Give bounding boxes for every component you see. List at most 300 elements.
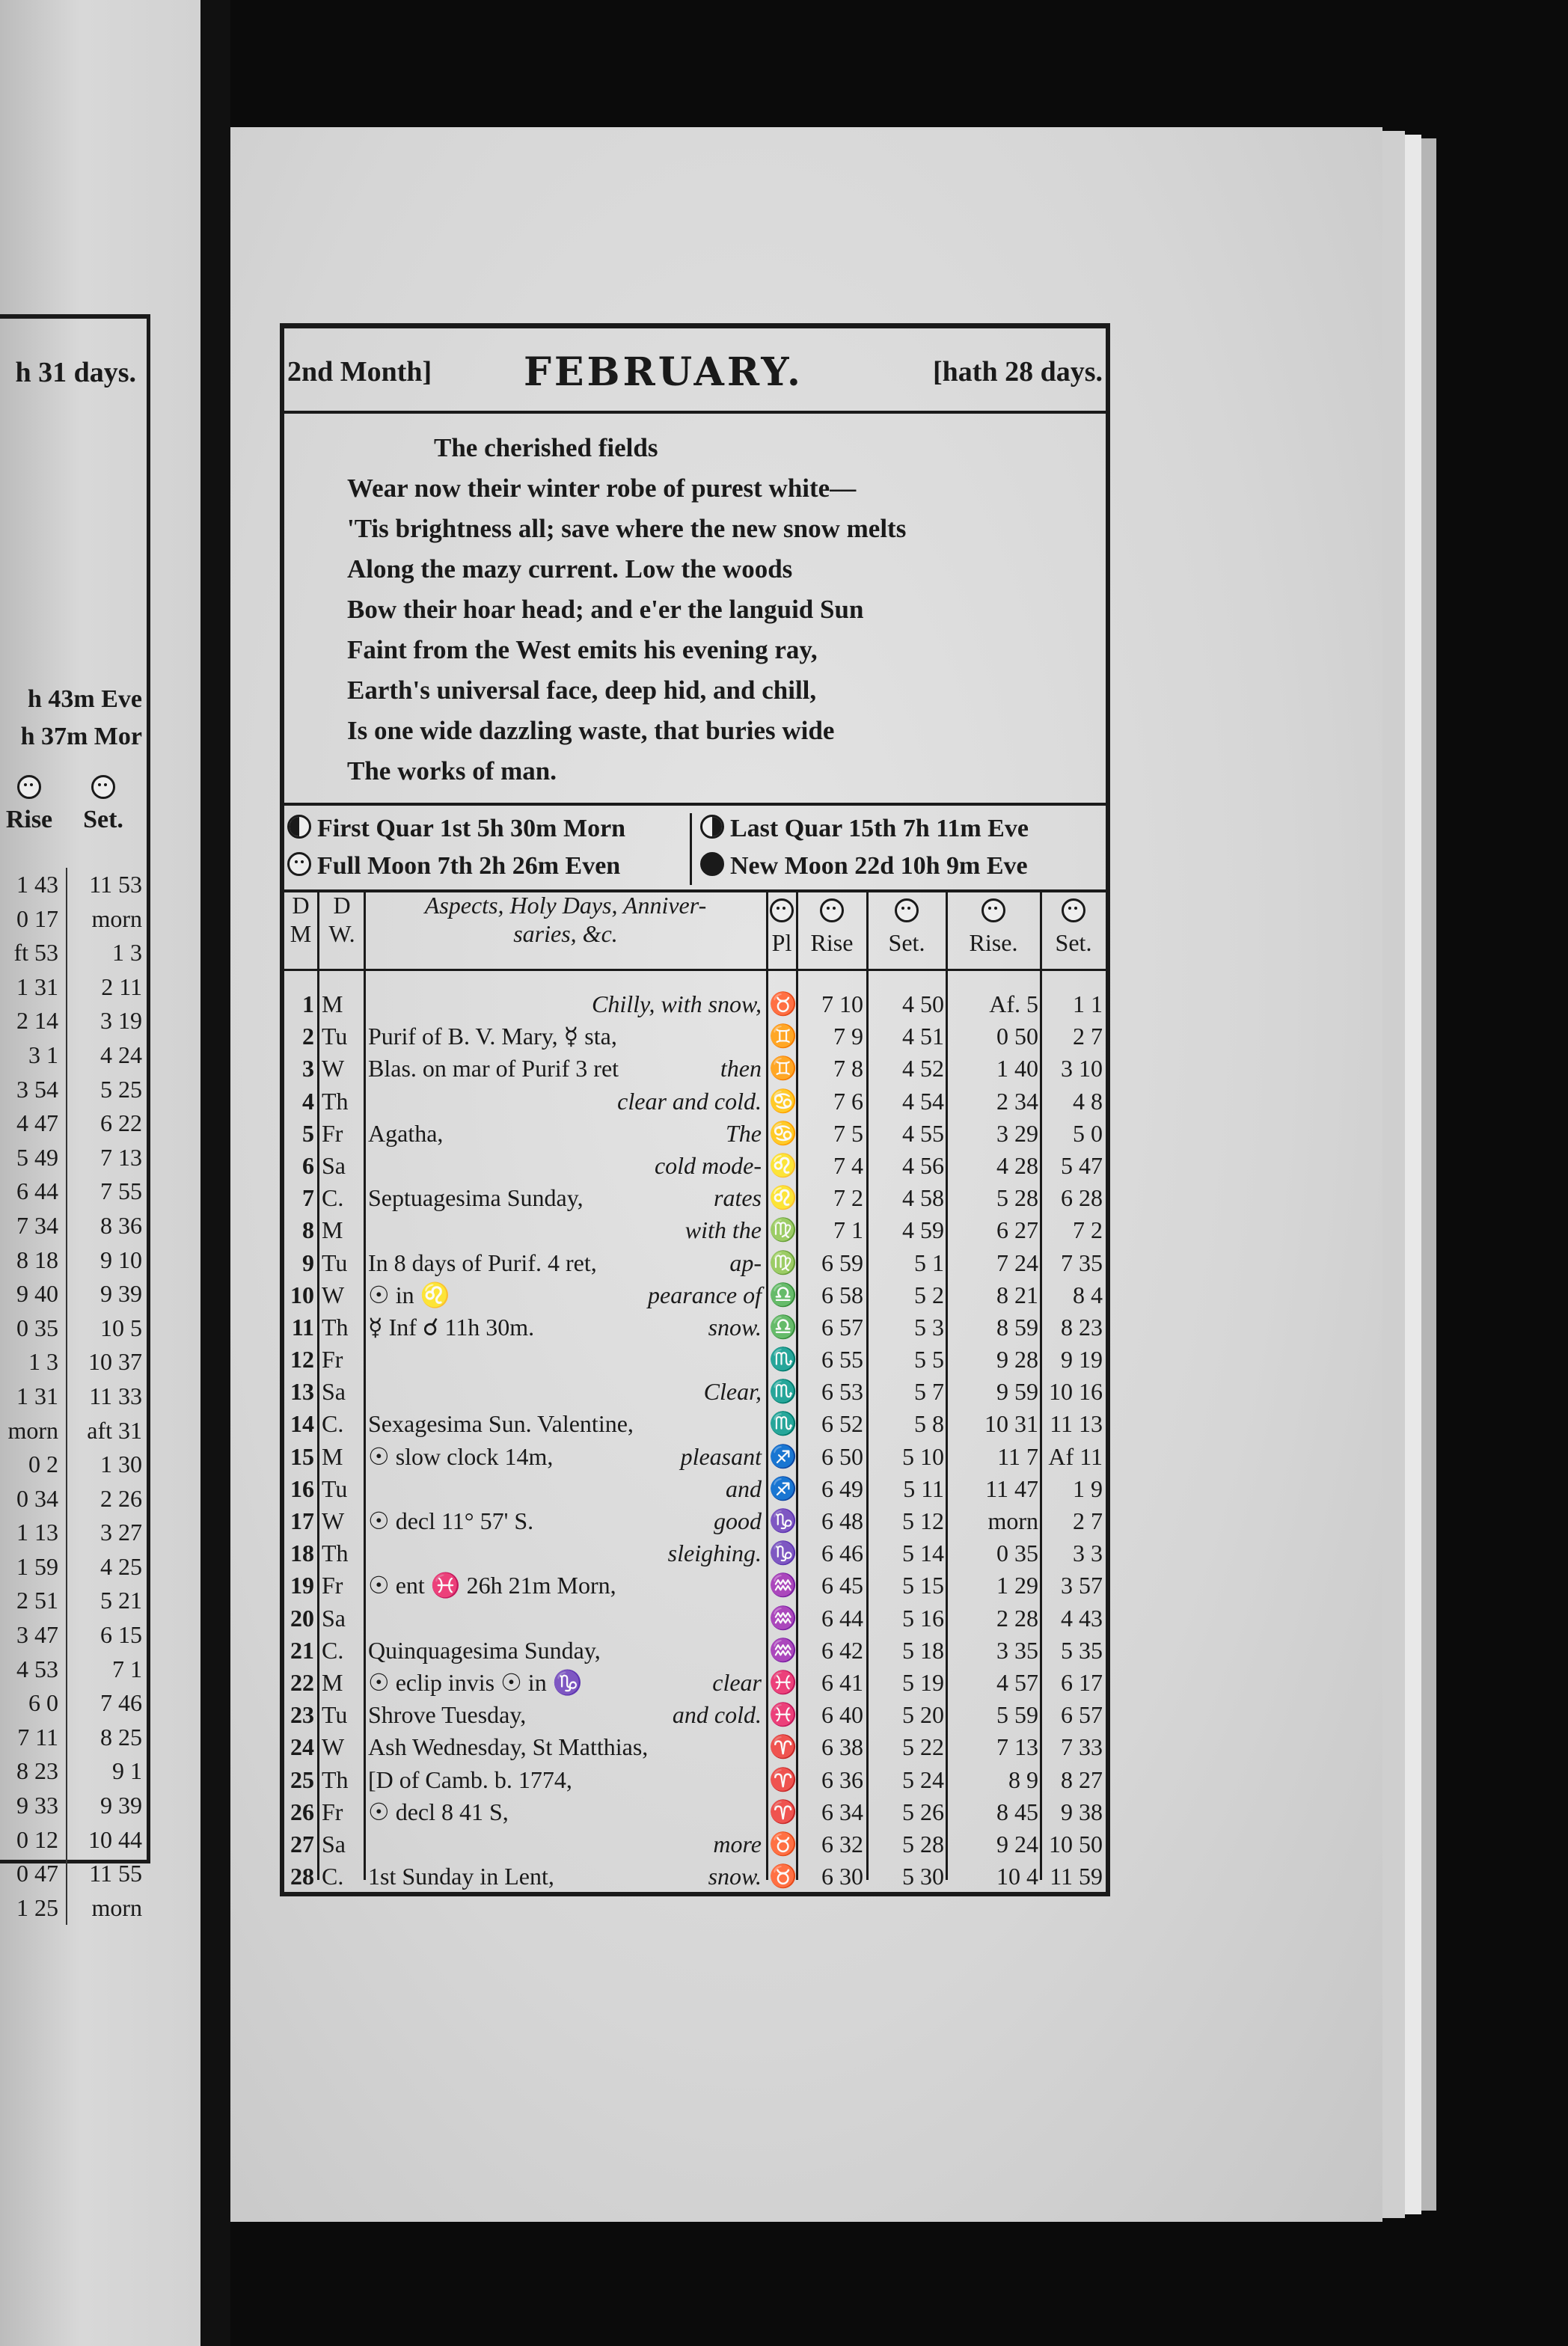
sun-rise: 6 55 [821, 1346, 863, 1373]
aspects-cell [368, 1635, 765, 1667]
left-table-row [0, 970, 147, 1005]
table-row [284, 1860, 1106, 1893]
header-rule [284, 969, 1106, 971]
col-header-pl: Pl [768, 891, 796, 966]
left-set: 5 25 [100, 1075, 142, 1103]
sun-rise: 6 45 [821, 1572, 863, 1599]
table-row [284, 1247, 1106, 1279]
day-of-week: C. [322, 1184, 344, 1212]
left-rise: 7 11 [0, 1721, 67, 1755]
left-rise: 7 34 [0, 1209, 67, 1243]
moon-set: 3 3 [1073, 1540, 1103, 1567]
planet-sign: ♊ [769, 1024, 797, 1050]
day-of-month: 26 [290, 1798, 314, 1825]
planet-sign: ♒ [769, 1573, 797, 1599]
left-rise: 1 13 [0, 1516, 67, 1550]
page-edge [1421, 138, 1436, 2211]
aspects-cell [368, 1408, 765, 1440]
moon-set: 10 50 [1049, 1830, 1103, 1857]
col-header-dm: D M [290, 892, 312, 947]
left-table-row [0, 1106, 147, 1141]
day-of-week: C. [322, 1636, 344, 1664]
moon-set: 3 10 [1061, 1055, 1103, 1082]
sun-set: 5 12 [902, 1507, 944, 1534]
day-of-week: M [322, 990, 343, 1017]
calendar-frame [280, 323, 1110, 1896]
aspects-cell [368, 1860, 765, 1893]
poem-line: The cherished fields [434, 433, 658, 462]
aspect-text: Sexagesima Sun. Valentine, [368, 1410, 634, 1438]
left-table-row [0, 1653, 147, 1687]
aspects-cell [368, 1602, 765, 1635]
day-of-week: Tu [322, 1023, 348, 1050]
moon-set: 11 13 [1050, 1410, 1103, 1438]
sun-set: 5 22 [902, 1733, 944, 1761]
left-rise: 1 59 [0, 1550, 67, 1584]
page-edge [1405, 135, 1421, 2214]
sun-set: 4 55 [902, 1119, 944, 1147]
aspect-text: ☉ slow clock 14m, [368, 1442, 554, 1470]
day-of-month: 17 [290, 1507, 314, 1534]
left-table-row [0, 1414, 147, 1448]
day-of-month: 18 [290, 1540, 314, 1567]
sun-rise: 7 10 [821, 990, 863, 1017]
calendar-rows [284, 988, 1106, 1893]
sun-rise: 6 50 [821, 1442, 863, 1470]
left-rise-header: Rise [0, 768, 58, 834]
moon-rise: 10 31 [984, 1410, 1038, 1438]
day-of-month: 15 [290, 1442, 314, 1470]
day-of-month: 1 [302, 990, 314, 1017]
table-row [284, 1796, 1106, 1828]
sun-set: 4 58 [902, 1184, 944, 1212]
left-table-row [0, 1004, 147, 1038]
moon-set: 6 57 [1061, 1701, 1103, 1729]
month-title: FEBRUARY. [524, 349, 803, 395]
left-rise: 8 18 [0, 1243, 67, 1278]
left-table-row [0, 1618, 147, 1653]
poem-line: Along the mazy current. Low the woods [347, 554, 793, 584]
sun-set: 5 5 [914, 1346, 944, 1373]
weather-text: clear and cold. [617, 1087, 762, 1115]
left-set: 6 15 [100, 1621, 142, 1649]
planet-sign: ♍ [769, 1218, 797, 1243]
left-table-row [0, 1686, 147, 1721]
full-moon-icon [287, 852, 311, 876]
moon-rise: Af. 5 [989, 990, 1038, 1017]
table-row [284, 1441, 1106, 1473]
sun-rise: 6 30 [821, 1863, 863, 1890]
left-set: 11 33 [89, 1382, 142, 1409]
aspects-cell [368, 1699, 765, 1731]
sun-set: 5 1 [914, 1249, 944, 1276]
weather-text: pearance of [648, 1281, 762, 1308]
left-table-row [0, 1073, 147, 1107]
left-table-row [0, 868, 147, 902]
table-row [284, 1311, 1106, 1344]
weather-text: rates [714, 1184, 762, 1212]
sun-set: 5 20 [902, 1701, 944, 1729]
left-rise: 1 31 [0, 970, 67, 1005]
left-set: 7 46 [100, 1689, 142, 1717]
planet-sign: ♋ [769, 1121, 797, 1146]
moon-rise: 5 28 [996, 1184, 1038, 1212]
sun-rise: 7 9 [833, 1023, 863, 1050]
sun-set: 5 3 [914, 1313, 944, 1341]
last-quarter: Last Quar 15th 7h 11m Eve [700, 815, 1029, 843]
sun-rise: 6 36 [821, 1765, 863, 1793]
page-edge [1382, 131, 1405, 2218]
left-set: 8 36 [100, 1211, 142, 1239]
left-rise: 0 12 [0, 1823, 67, 1857]
moon-rise: 6 27 [996, 1216, 1038, 1244]
day-of-week: Th [322, 1313, 349, 1341]
planet-sign: ♑ [769, 1509, 797, 1534]
left-rise: 6 44 [0, 1174, 67, 1209]
left-set: 4 25 [100, 1552, 142, 1580]
moon-rise: 11 47 [985, 1474, 1038, 1502]
left-set: 11 53 [89, 871, 142, 898]
planet-sign: ♉ [769, 992, 797, 1017]
sun-rise: 6 42 [821, 1636, 863, 1664]
aspect-text: Quinquagesima Sunday, [368, 1636, 601, 1664]
day-of-week: W [322, 1733, 345, 1761]
left-set: 6 22 [100, 1109, 142, 1137]
moon-set: 5 47 [1061, 1151, 1103, 1179]
sun-rise: 6 49 [821, 1474, 863, 1502]
day-of-week: Tu [322, 1474, 348, 1502]
weather-text: snow. [708, 1863, 762, 1890]
day-of-week: Fr [322, 1798, 343, 1825]
sun-rise: 6 38 [821, 1733, 863, 1761]
sun-set: 4 59 [902, 1216, 944, 1244]
table-row [284, 1118, 1106, 1150]
left-rise: 1 43 [0, 868, 67, 902]
aspects-cell [368, 1247, 765, 1279]
col-header-moon-set: Set. [1041, 891, 1106, 966]
left-set: 2 11 [101, 973, 142, 1000]
col-header-dw: D W. [328, 892, 355, 947]
aspect-text: ☉ eclip invis ☉ in ♑ [368, 1668, 583, 1696]
weather-text: pleasant [680, 1442, 762, 1470]
moon-rise: 7 13 [996, 1733, 1038, 1761]
moon-set: 5 35 [1061, 1636, 1103, 1664]
full-moon: Full Moon 7th 2h 26m Even [287, 852, 620, 880]
sun-set: 5 7 [914, 1378, 944, 1406]
left-table-row [0, 1754, 147, 1789]
sun-set: 5 30 [902, 1863, 944, 1890]
sun-icon [91, 775, 115, 799]
table-row [284, 1085, 1106, 1118]
table-row [284, 1635, 1106, 1667]
left-set-header: Set. [66, 768, 141, 834]
left-rise: 0 17 [0, 902, 67, 937]
left-rise: 1 3 [0, 1345, 67, 1379]
left-set: 11 55 [89, 1860, 142, 1887]
col-header-aspects: Aspects, Holy Days, Anniver- saries, &c. [424, 892, 707, 947]
moon-set: 11 59 [1050, 1863, 1103, 1890]
left-set: 4 24 [100, 1041, 142, 1068]
table-row [284, 1602, 1106, 1635]
aspect-text: Septuagesima Sunday, [368, 1184, 584, 1212]
weather-text: sleighing. [667, 1540, 762, 1567]
moon-rise: 8 9 [1008, 1765, 1038, 1793]
moon-icon [981, 898, 1005, 922]
poem-line: Is one wide dazzling waste, that buries wide [347, 716, 835, 745]
moon-set: 8 4 [1073, 1281, 1103, 1308]
sun-set: 4 52 [902, 1055, 944, 1082]
sun-set: 5 2 [914, 1281, 944, 1308]
sun-set: 5 24 [902, 1765, 944, 1793]
aspects-cell [368, 1214, 765, 1246]
weather-text: cold mode- [654, 1151, 762, 1179]
day-of-month: 21 [290, 1636, 314, 1664]
new-moon-icon [700, 852, 724, 876]
day-of-week: Tu [322, 1701, 348, 1729]
planet-sign: ♉ [769, 1831, 797, 1857]
left-rise: 2 51 [0, 1584, 67, 1618]
aspects-cell [368, 1344, 765, 1376]
day-of-week: Th [322, 1540, 349, 1567]
left-table-row [0, 1311, 147, 1346]
moon-set: 8 23 [1061, 1313, 1103, 1341]
sun-set: 4 50 [902, 990, 944, 1017]
aspects-cell [368, 1150, 765, 1182]
sun-rise: 6 46 [821, 1540, 863, 1567]
sun-rise: 6 41 [821, 1668, 863, 1696]
first-quarter: First Quar 1st 5h 30m Morn [287, 815, 625, 843]
table-row [284, 1214, 1106, 1246]
day-of-month: 10 [290, 1281, 314, 1308]
aspects-cell [368, 1828, 765, 1860]
moon-rise: 10 4 [996, 1863, 1038, 1890]
left-rise: 0 35 [0, 1311, 67, 1346]
month-number: 2nd Month] [287, 356, 432, 388]
days-count: [hath 28 days. [933, 356, 1103, 388]
last-quarter-moon-icon [700, 815, 724, 839]
aspect-text: ☉ in ♌ [368, 1281, 450, 1308]
planet-sign: ♒ [769, 1638, 797, 1663]
weather-text: Chilly, with snow, [592, 990, 762, 1017]
day-of-month: 4 [302, 1087, 314, 1115]
moon-icon [1062, 898, 1085, 922]
day-of-week: Th [322, 1087, 349, 1115]
planet-sign: ♎ [769, 1282, 797, 1308]
left-table-row [0, 902, 147, 937]
book-spine [200, 0, 230, 2346]
sun-set: 5 14 [902, 1540, 944, 1567]
left-table-row [0, 1516, 147, 1550]
aspects-cell [368, 1537, 765, 1569]
day-of-week: W [322, 1055, 345, 1082]
sun-set: 5 19 [902, 1668, 944, 1696]
sun-rise: 7 5 [833, 1119, 863, 1147]
first-quarter-moon-icon [287, 815, 311, 839]
planet-sign: ♒ [769, 1605, 797, 1631]
day-of-month: 22 [290, 1668, 314, 1696]
planet-sign: ♓ [769, 1703, 797, 1728]
moon-set: 6 17 [1061, 1668, 1103, 1696]
moon-rise: 8 59 [996, 1313, 1038, 1341]
left-set: 10 5 [100, 1314, 142, 1341]
left-phase-line: h 37m Mor [20, 723, 142, 750]
left-rise: 3 1 [0, 1038, 67, 1073]
day-of-week: Th [322, 1765, 349, 1793]
moon-rise: 2 28 [996, 1604, 1038, 1632]
month-header [284, 349, 1106, 394]
sun-icon [895, 898, 919, 922]
moon-rise: 11 7 [997, 1442, 1038, 1470]
left-phase-line: h 43m Eve [28, 685, 142, 713]
left-set: 1 3 [112, 939, 142, 967]
planet-sign: ♊ [769, 1056, 797, 1082]
planet-sign: ♏ [769, 1412, 797, 1437]
moon-set: 3 57 [1061, 1572, 1103, 1599]
aspects-cell [368, 1020, 765, 1053]
day-of-month: 23 [290, 1701, 314, 1729]
left-set: 7 1 [112, 1655, 142, 1682]
sun-set: 5 18 [902, 1636, 944, 1664]
day-of-week: W [322, 1281, 345, 1308]
moon-set: 2 7 [1073, 1507, 1103, 1534]
day-of-month: 12 [290, 1346, 314, 1373]
left-set: 9 39 [100, 1792, 142, 1819]
day-of-month: 19 [290, 1572, 314, 1599]
moon-rise: 1 29 [996, 1572, 1038, 1599]
left-set: morn [91, 904, 142, 932]
table-row [284, 1569, 1106, 1602]
moon-rise: 3 35 [996, 1636, 1038, 1664]
planet-sign: ♈ [769, 1767, 797, 1792]
aspect-text: Agatha, [368, 1119, 444, 1147]
sun-rise: 6 57 [821, 1313, 863, 1341]
day-of-week: M [322, 1442, 343, 1470]
aspects-cell [368, 1053, 765, 1085]
sun-set: 5 15 [902, 1572, 944, 1599]
left-table-row [0, 1857, 147, 1891]
left-set: 3 27 [100, 1519, 142, 1546]
table-row [284, 1537, 1106, 1569]
day-of-month: 24 [290, 1733, 314, 1761]
weather-text: ap- [729, 1249, 762, 1276]
left-set: 2 26 [100, 1484, 142, 1512]
left-table-row [0, 1141, 147, 1175]
moon-rise: 4 57 [996, 1668, 1038, 1696]
day-of-week: Sa [322, 1830, 346, 1857]
weather-text: and cold. [672, 1701, 762, 1729]
moon-set: Af 11 [1048, 1442, 1103, 1470]
day-of-month: 8 [302, 1216, 314, 1244]
weather-text: good [714, 1507, 762, 1534]
weather-text: more [713, 1830, 762, 1857]
moon-rise: 8 21 [996, 1281, 1038, 1308]
aspect-text: [D of Camb. b. 1774, [368, 1765, 572, 1793]
table-row [284, 1150, 1106, 1182]
day-of-month: 2 [302, 1023, 314, 1050]
planet-sign: ♈ [769, 1799, 797, 1825]
table-row [284, 1764, 1106, 1796]
sun-set: 5 28 [902, 1830, 944, 1857]
table-row [284, 1505, 1106, 1537]
sun-rise: 6 34 [821, 1798, 863, 1825]
aspect-text: ☉ ent ♓ 26h 21m Morn, [368, 1572, 616, 1599]
left-rise: 4 47 [0, 1106, 67, 1141]
left-rise: 1 25 [0, 1891, 67, 1926]
moon-set: 4 43 [1061, 1604, 1103, 1632]
sun-rise: 6 48 [821, 1507, 863, 1534]
aspect-text: Ash Wednesday, St Matthias, [368, 1733, 649, 1761]
aspects-cell [368, 1376, 765, 1408]
poem-line: Faint from the West emits his evening ray, [347, 635, 818, 664]
sun-rise: 7 6 [833, 1087, 863, 1115]
moon-rise: morn [987, 1507, 1038, 1534]
left-table-row [0, 1584, 147, 1618]
aspect-text: Shrove Tuesday, [368, 1701, 527, 1729]
calendar-table [284, 891, 1106, 1890]
table-row [284, 1667, 1106, 1699]
left-set: 3 19 [100, 1007, 142, 1035]
col-header-moon-rise: Rise. [947, 891, 1040, 966]
left-rise: 2 14 [0, 1004, 67, 1038]
sun-icon [820, 898, 844, 922]
left-table-row [0, 1379, 147, 1414]
sun-set: 5 16 [902, 1604, 944, 1632]
moon-set: 9 19 [1061, 1346, 1103, 1373]
day-of-week: Sa [322, 1604, 346, 1632]
left-table-row [0, 1550, 147, 1584]
aspects-cell [368, 1441, 765, 1473]
day-of-month: 7 [302, 1184, 314, 1212]
moon-rise: 4 28 [996, 1151, 1038, 1179]
day-of-month: 20 [290, 1604, 314, 1632]
left-table-row [0, 1174, 147, 1209]
poem-line: The works of man. [347, 756, 557, 785]
left-rise: 6 0 [0, 1686, 67, 1721]
moon-rise: 5 59 [996, 1701, 1038, 1729]
table-row [284, 1473, 1106, 1505]
left-rise: 9 40 [0, 1277, 67, 1311]
left-rows [0, 868, 147, 1925]
table-row [284, 988, 1106, 1020]
weather-text: then [720, 1055, 762, 1082]
aspects-cell [368, 1085, 765, 1118]
planet-sign: ♉ [769, 1864, 797, 1890]
moon-rise: 3 29 [996, 1119, 1038, 1147]
day-of-week: Fr [322, 1119, 343, 1147]
left-table-row [0, 1789, 147, 1823]
aspects-cell [368, 1667, 765, 1699]
sun-rise: 7 4 [833, 1151, 863, 1179]
left-set: 9 10 [100, 1246, 142, 1273]
sun-rise: 6 59 [821, 1249, 863, 1276]
left-table-row [0, 1721, 147, 1755]
col-header-sun-rise: Rise [797, 891, 866, 966]
moon-set: 10 16 [1049, 1378, 1103, 1406]
left-table-row [0, 1345, 147, 1379]
left-set: aft 31 [87, 1416, 142, 1444]
sun-set: 4 54 [902, 1087, 944, 1115]
left-rise: 1 31 [0, 1379, 67, 1414]
sun-rise: 6 52 [821, 1410, 863, 1438]
poem [284, 411, 1106, 806]
sun-rise: 7 8 [833, 1055, 863, 1082]
aspects-cell [368, 1764, 765, 1796]
left-rise: 4 53 [0, 1653, 67, 1687]
sun-set: 5 10 [902, 1442, 944, 1470]
moon-rise: 0 35 [996, 1540, 1038, 1567]
aspects-cell [368, 1796, 765, 1828]
day-of-month: 3 [302, 1055, 314, 1082]
